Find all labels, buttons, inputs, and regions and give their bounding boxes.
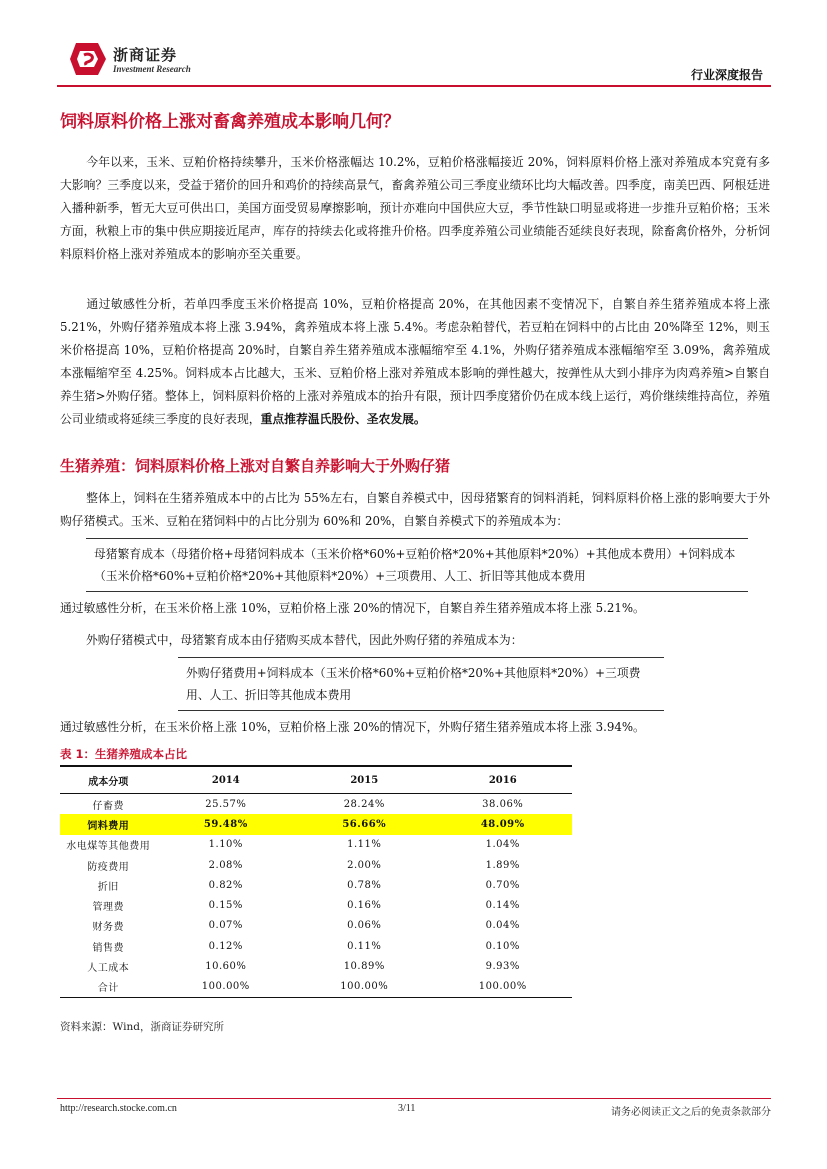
report-type: 行业深度报告: [690, 68, 763, 82]
table-title: 表 1：生猪养殖成本占比: [60, 747, 188, 761]
table-row: [60, 855, 572, 875]
table-cell: 合计: [60, 977, 157, 998]
table-cell: 管理费: [92, 902, 125, 914]
table-source: 资料来源：Wind，浙商证券研究所: [60, 1021, 224, 1033]
table-cell: 1.10%: [208, 839, 243, 851]
purchase-intro-paragraph: [60, 629, 770, 652]
table-cell: 0.14%: [485, 900, 520, 912]
table-row: [60, 916, 572, 936]
table-cell: 水电煤等其他费用: [66, 841, 151, 853]
table-cell: 28.24%: [343, 798, 385, 810]
table-cell: 48.09%: [434, 814, 573, 834]
table-cell: 100.00%: [157, 977, 295, 998]
intro-text: 今年以来，玉米、豆粕价格持续攀升，玉米价格涨幅达 10.2%，豆粕价格涨幅接近 20%，饲料原料价格上涨对养殖成本究竟有多大影响？三季度以来，受益于猪价的回升和鸡价的持续高景气，畜禽养殖公司三季度业绩环比均大幅改善。四季度，南美巴西、阿根廷进入播种新季，暂无大豆可供出口，美国方面受贸易摩擦影响，预计亦难向中国供应大豆，季节性缺口明显或将进一步推升豆粕价格；玉米方面，秋粮上市的集中供应期接近尾声，库存的持续去化或将推升价格。四季度养殖公司业绩能否延续良好表现，除畜禽价格外，分析饲料原料价格上涨对养殖成本的影响亦至关重要。: [60, 155, 770, 261]
table-cell: 10.89%: [343, 961, 385, 973]
table-cell: 0.15%: [208, 900, 243, 912]
table-cell: 1.89%: [485, 859, 520, 871]
cost-breakdown-table: [60, 765, 572, 998]
table-header-row: [60, 766, 572, 794]
table-row: [60, 936, 572, 956]
table-cell: 销售费: [92, 942, 125, 954]
formula-self-breeding: [86, 538, 748, 592]
page-title: 饲料原料价格上涨对畜禽养殖成本影响几何？: [60, 112, 400, 132]
intro-paragraph: [60, 151, 770, 266]
table-cell: 0.82%: [208, 879, 243, 891]
table-cell: 财务费: [92, 922, 125, 934]
brand-name-cn: 浙商证券: [113, 46, 178, 64]
section-text: 整体上，饲料在生猪养殖成本中的占比为 55%左右，自繁自养模式中，因母猪繁育的饲料消耗，饲料原料价格上涨的影响要大于外购仔猪模式。玉米、豆粕在猪饲料中的占比分别为 60%和 20%，自繁自养模式下的养殖成本为：: [60, 491, 770, 528]
table-row: [60, 956, 572, 976]
section-paragraph: [60, 487, 770, 533]
table-cell: 1.11%: [347, 839, 382, 851]
table-cell: 0.12%: [208, 940, 243, 952]
analysis-paragraph: [60, 293, 770, 431]
purchase-intro-text: 外购仔猪模式中，母猪繁育成本由仔猪购买成本替代，因此外购仔猪的养殖成本为：: [86, 633, 523, 647]
table-cell: 饲料费用: [60, 814, 157, 834]
table-cell: 仔畜费: [92, 800, 125, 812]
table-header-cell: 2016: [434, 766, 573, 794]
table-cell: 人工成本: [87, 963, 130, 975]
section-title: 生猪养殖：饲料原料价格上涨对自繁自养影响大于外购仔猪: [60, 457, 451, 475]
table-row: [60, 835, 572, 855]
table-cell: 0.16%: [347, 900, 382, 912]
table-row: [60, 875, 572, 895]
header-divider: [57, 85, 771, 87]
recommendation-text: 重点推荐温氏股份、圣农发展。: [260, 412, 426, 426]
brand-name-en: Investment Research: [113, 64, 191, 74]
table-cell: 0.10%: [485, 940, 520, 952]
table-cell: 防疫费用: [87, 861, 130, 873]
table-cell: 38.06%: [482, 798, 524, 810]
company-logo-icon: [68, 41, 108, 77]
table-cell: 0.04%: [485, 920, 520, 932]
table-cell: 10.60%: [205, 961, 247, 973]
table-row-total: [60, 977, 572, 998]
result-self-breeding: 通过敏感性分析，在玉米价格上涨 10%，豆粕价格上涨 20%的情况下，自繁自养生猪养殖成本将上涨 5.21%。: [60, 601, 645, 615]
table-row-highlighted: [60, 814, 572, 834]
table-row: [60, 794, 572, 815]
table-cell: 0.06%: [347, 920, 382, 932]
formula-purchased-piglet-text: 外购仔猪费用+饲料成本（玉米价格*60%+豆粕价格*20%+其他原料*20%）+三项费用、人工、折旧等其他成本费用: [186, 666, 641, 702]
table-header-cell: 成本分项: [60, 766, 157, 794]
table-cell: 100.00%: [295, 977, 433, 998]
page-number: 3/11: [398, 1103, 416, 1114]
formula-self-breeding-text: 母猪繁育成本（母猪价格+母猪饲料成本（玉米价格*60%+豆粕价格*20%+其他原料*20%）+其他成本费用）+饲料成本（玉米价格*60%+豆粕价格*20%+其他原料*20%）+三项费用、人工、折旧等其他成本费用: [94, 547, 736, 583]
table-cell: 59.48%: [157, 814, 295, 834]
table-cell: 0.07%: [208, 920, 243, 932]
table-cell: 0.70%: [485, 879, 520, 891]
formula-purchased-piglet: [178, 657, 664, 711]
table-cell: 折旧: [97, 881, 119, 893]
footer-disclaimer: 请务必阅读正文之后的免责条款部分: [611, 1107, 771, 1118]
table-cell: 0.11%: [347, 940, 382, 952]
footer-url-link[interactable]: http://research.stocke.com.cn: [60, 1103, 177, 1114]
table-cell: 2.08%: [208, 859, 243, 871]
table-cell: 56.66%: [295, 814, 433, 834]
footer-divider: [57, 1098, 771, 1099]
table-row: [60, 895, 572, 915]
table-cell: 2.00%: [347, 859, 382, 871]
table-cell: 9.93%: [485, 961, 520, 973]
table-cell: 0.78%: [347, 879, 382, 891]
table-header-cell: 2014: [157, 766, 295, 794]
table-cell: 100.00%: [434, 977, 573, 998]
result-purchased-piglet: 通过敏感性分析，在玉米价格上涨 10%，豆粕价格上涨 20%的情况下，外购仔猪生猪养殖成本将上涨 3.94%。: [60, 720, 645, 734]
table-cell: 1.04%: [485, 839, 520, 851]
analysis-text: 通过敏感性分析，若单四季度玉米价格提高 10%，豆粕价格提高 20%，在其他因素不变情况下，自繁自养生猪养殖成本将上涨 5.21%，外购仔猪养殖成本将上涨 3.94%，禽养殖成本将上涨 5.4%。考虑杂粕替代，若豆粕在饲料中的占比由 20%降至 12%，则玉米价格提高 10%，豆粕价格提高 20%时，自繁自养生猪养殖成本涨幅缩窄至 4.1%，外购仔猪养殖成本涨幅缩窄至 3.09%，禽养殖成本涨幅缩窄至 4.25%。饲料成本占比越大，玉米、豆粕价格上涨对养殖成本影响的弹性越大，按弹性从大到小排序为肉鸡养殖>自繁自养生猪>外购仔猪。整体上，饲料原料价格的上涨对养殖成本的抬升有限，预计四季度猪价仍在成本线上运行，鸡价继续维持高位，养殖公司业绩或将延续三季度的良好表现，: [60, 297, 770, 426]
table-header-cell: 2015: [295, 766, 433, 794]
table-cell: 25.57%: [205, 798, 247, 810]
